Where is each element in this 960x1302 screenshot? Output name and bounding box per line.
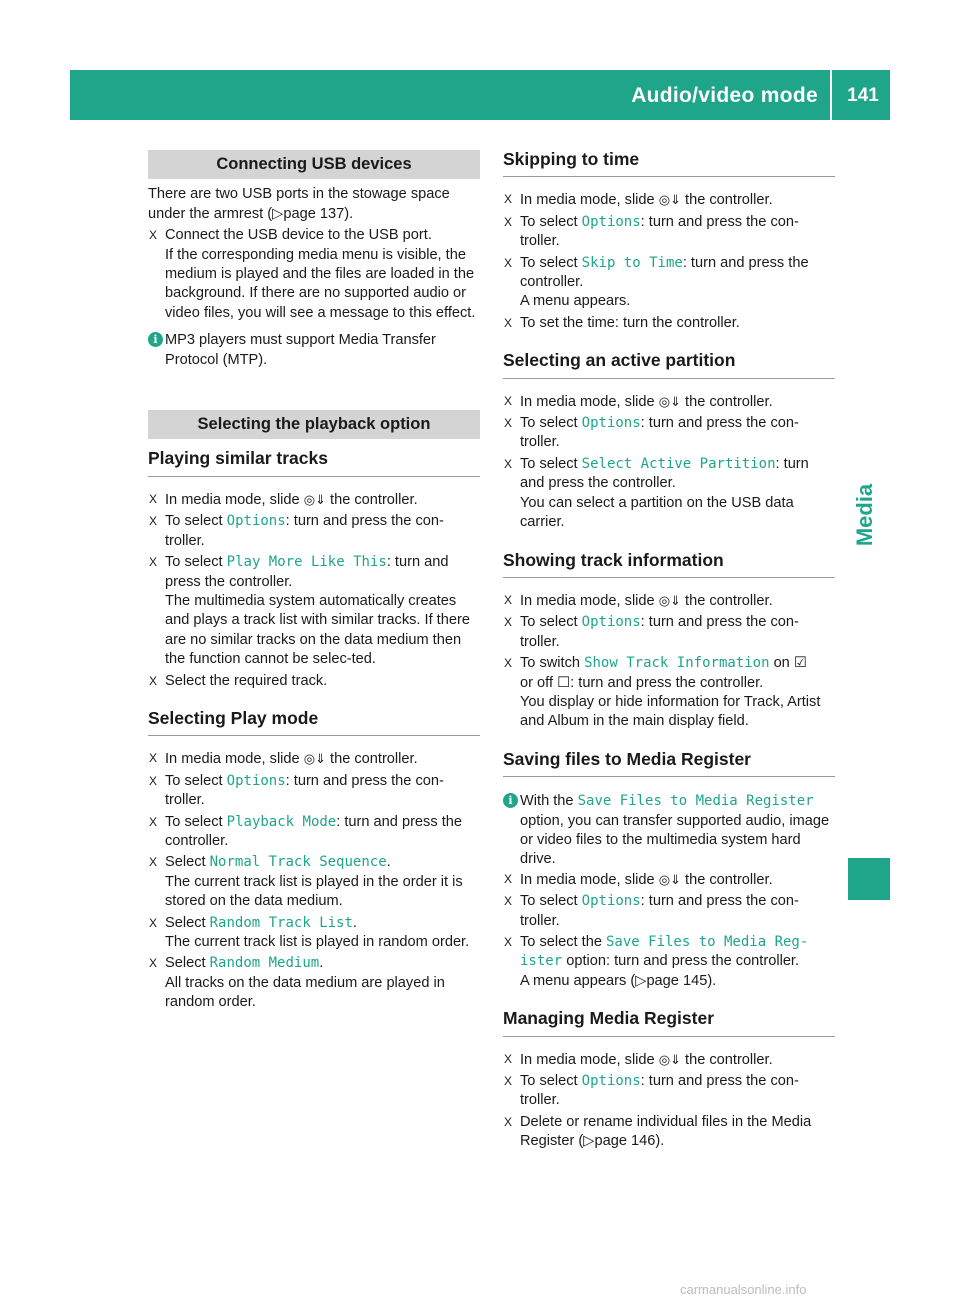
similar-step-1: X In media mode, slide ◎⇓ the controller. xyxy=(149,491,418,508)
side-section-label xyxy=(841,455,889,575)
controller-slide-icon: ◎⇓ xyxy=(658,871,681,887)
register-step-1: X In media mode, slide ◎⇓ the controller. xyxy=(504,871,773,888)
usb-info-note: i MP3 players must support Media Transfer Protocol (MTP). xyxy=(148,331,480,370)
side-section-text: Media xyxy=(852,483,877,547)
step-arrow-icon: X xyxy=(504,656,513,671)
mode-step-4: X Select Normal Track Sequence. The current track list is played in the order it is stored on the data medium. xyxy=(149,854,463,910)
step-arrow-icon: X xyxy=(149,673,158,688)
menu-option-options: Options xyxy=(581,893,641,910)
page-ref-icon: ▷ xyxy=(583,1133,595,1150)
menu-option-random-list: Random Track List xyxy=(209,914,353,931)
mode-step-2: X To select Options: turn and press the con-troller. xyxy=(149,772,444,809)
partition-step-1: X In media mode, slide ◎⇓ the controller. xyxy=(504,393,773,410)
manage-step-1: X In media mode, slide ◎⇓ the controller. xyxy=(504,1051,773,1068)
menu-option-save-files: Save Files to Media Register xyxy=(577,793,814,810)
mode-step-6: X Select Random Medium. All tracks on the data medium are played in random order. xyxy=(149,955,445,1011)
step-arrow-icon: X xyxy=(149,491,158,506)
step-arrow-icon: X xyxy=(504,592,513,607)
menu-option-options: Options xyxy=(581,415,641,432)
heading-similar-tracks: Playing similar tracks xyxy=(148,449,480,476)
menu-option-random-medium: Random Medium xyxy=(209,955,320,972)
section-playback-title: Selecting the playback option xyxy=(148,410,480,439)
step-arrow-icon: X xyxy=(149,751,158,766)
step-arrow-icon: X xyxy=(504,1051,513,1066)
step-arrow-icon: X xyxy=(504,615,513,630)
menu-option-options: Options xyxy=(226,513,286,530)
section-usb-title: Connecting USB devices xyxy=(148,150,480,179)
heading-manage-register: Managing Media Register xyxy=(503,1009,835,1036)
info-icon: i xyxy=(503,793,518,808)
menu-option-save-files-register: Save Files to Media Reg-ister xyxy=(520,934,809,970)
page-ref-icon: ▷ xyxy=(635,972,647,989)
menu-option-options: Options xyxy=(226,772,286,789)
step-arrow-icon: X xyxy=(149,855,158,870)
usb-step-1: X Connect the USB device to the USB port. If the corresponding media menu is visible, the medium is played and the files are loaded in the background. If there are no supported audio or video files, you will see a message to this effect. xyxy=(149,227,476,321)
controller-slide-icon: ◎⇓ xyxy=(658,192,681,208)
partition-step-2: X To select Options: turn and press the con-troller. xyxy=(504,415,799,451)
mode-step-5: X Select Random Track List. The current track list is played in random order. xyxy=(149,914,470,950)
controller-slide-icon: ◎⇓ xyxy=(658,592,681,608)
left-column xyxy=(148,150,480,1015)
heading-media-register: Saving files to Media Register xyxy=(503,750,835,777)
page-ref-icon: ▷ xyxy=(272,205,284,222)
controller-slide-icon: ◎⇓ xyxy=(658,1051,681,1067)
step-arrow-icon: X xyxy=(504,315,513,330)
usb-intro: There are two USB ports in the stowage space under the armrest (▷page 137). xyxy=(148,186,450,222)
side-tab-marker xyxy=(848,858,890,900)
menu-option-play-more: Play More Like This xyxy=(226,554,387,571)
controller-slide-icon: ◎⇓ xyxy=(303,491,326,507)
step-arrow-icon: X xyxy=(504,416,513,431)
register-step-2: X To select Options: turn and press the con-troller. xyxy=(504,893,799,929)
skip-step-1: X In media mode, slide ◎⇓ the controller. xyxy=(504,192,773,209)
heading-active-partition: Selecting an active partition xyxy=(503,351,835,378)
register-info-note: i With the Save Files to Media Register option, you can transfer supported audio, image or video files to the multimedia system hard drive. xyxy=(503,792,835,870)
register-step-3: X To select the Save Files to Media Reg-ister option: turn and press the controller. A menu appears (▷page 145). xyxy=(504,934,809,989)
trackinfo-step-3: X To switch Show Track Information on ☑ or off ☐: turn and press the controller. You display or hide information for Track, Artist and Album in the main display field. xyxy=(504,655,821,730)
similar-step-4: X Select the required track. xyxy=(148,672,480,691)
page-ref-link[interactable]: page 145 xyxy=(646,972,708,989)
menu-option-normal-sequence: Normal Track Sequence xyxy=(209,854,387,871)
heading-track-info: Showing track information xyxy=(503,551,835,578)
step-arrow-icon: X xyxy=(149,555,158,570)
step-arrow-icon: X xyxy=(149,228,158,243)
menu-option-skip-time: Skip to Time xyxy=(581,254,683,271)
controller-slide-icon: ◎⇓ xyxy=(658,393,681,409)
step-arrow-icon: X xyxy=(149,814,158,829)
manage-step-3: X Delete or rename individual files in the Media Register (▷page 146). xyxy=(504,1113,812,1150)
manage-step-2: X To select Options: turn and press the con-troller. xyxy=(504,1073,799,1109)
partition-step-3: X To select Select Active Partition: turn and press the controller. You can select a partition on the USB data carrier. xyxy=(504,455,809,531)
heading-play-mode: Selecting Play mode xyxy=(148,709,480,736)
menu-option-options: Options xyxy=(581,614,641,631)
checkbox-checked-icon: ☑ xyxy=(793,655,807,672)
step-arrow-icon: X xyxy=(149,915,158,930)
step-arrow-icon: X xyxy=(504,192,513,207)
menu-option-active-partition: Select Active Partition xyxy=(581,455,776,472)
menu-option-options: Options xyxy=(581,1073,641,1090)
trackinfo-step-1: X In media mode, slide ◎⇓ the controller. xyxy=(504,592,773,609)
page-title: Audio/video mode xyxy=(631,84,818,107)
page-number: 141 xyxy=(847,85,879,106)
step-arrow-icon: X xyxy=(504,456,513,471)
header-divider xyxy=(830,70,832,120)
page-ref-link[interactable]: page 137 xyxy=(283,205,345,222)
step-arrow-icon: X xyxy=(504,894,513,909)
right-column xyxy=(503,150,835,1154)
info-icon: i xyxy=(148,332,163,347)
skip-step-4: X To set the time: turn the controller. xyxy=(503,314,835,333)
page-ref-link[interactable]: page 146 xyxy=(594,1133,656,1150)
trackinfo-step-2: X To select Options: turn and press the con-troller. xyxy=(504,614,799,650)
step-arrow-icon: X xyxy=(504,393,513,408)
heading-skip-time: Skipping to time xyxy=(503,150,835,177)
menu-option-options: Options xyxy=(581,213,641,230)
similar-step-2: X To select Options: turn and press the con-troller. xyxy=(149,513,444,549)
mode-step-1: X In media mode, slide ◎⇓ the controller. xyxy=(149,751,418,768)
step-arrow-icon: X xyxy=(504,1114,513,1129)
footer-watermark: carmanualsonline.info xyxy=(680,1282,807,1297)
step-arrow-icon: X xyxy=(149,514,158,529)
step-arrow-icon: X xyxy=(504,214,513,229)
checkbox-unchecked-icon: ☐ xyxy=(557,674,571,691)
mode-step-3: X To select Playback Mode: turn and press the controller. xyxy=(149,813,462,849)
skip-step-3: X To select Skip to Time: turn and press the controller. A menu appears. xyxy=(504,254,809,310)
step-arrow-icon: X xyxy=(504,871,513,886)
step-arrow-icon: X xyxy=(149,773,158,788)
step-arrow-icon: X xyxy=(504,935,513,949)
menu-option-playback-mode: Playback Mode xyxy=(226,813,337,830)
step-arrow-icon: X xyxy=(504,255,513,270)
controller-slide-icon: ◎⇓ xyxy=(303,751,326,767)
step-arrow-icon: X xyxy=(504,1074,513,1089)
step-arrow-icon: X xyxy=(149,956,158,971)
similar-step-3: X To select Play More Like This: turn and press the controller. The multimedia system automatically creates and plays a track list with similar tracks. If there are no similar tracks on the data medium then the function cannot be selec-ted. xyxy=(149,554,470,668)
menu-option-show-track-info: Show Track Information xyxy=(584,655,770,672)
skip-step-2: X To select Options: turn and press the con-troller. xyxy=(504,213,799,250)
